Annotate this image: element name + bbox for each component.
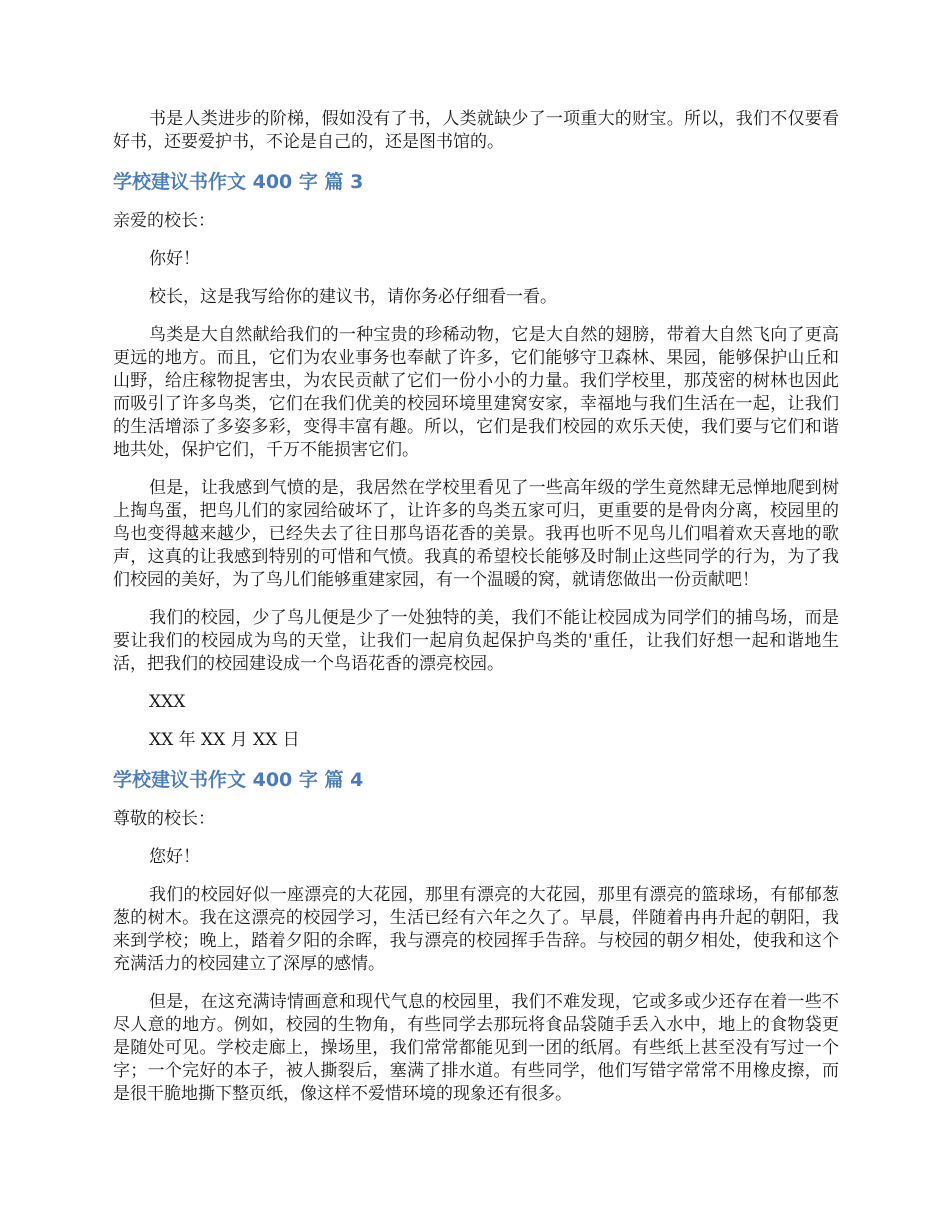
date-line: XX 年 XX 月 XX 日 — [149, 730, 300, 750]
body-paragraph: 校长，这是我写给你的建议书，请你务必仔细看一看。 — [149, 287, 557, 307]
salutation: 亲爱的校长： — [113, 211, 215, 231]
body-paragraph: 但是，在这充满诗情画意和现代气息的校园里，我们不难发现，它或多或少还存在着一些不尽人意的地方。例如，校园的生物角，有些同学去那玩将食品袋随手丢入水中，地上的食物袋更是随处可见。学校走廊上，操场里，我们常常都能见到一团的纸屑。有些纸上甚至没有写过一个字；一个完好的本子，被人撕裂后，塞满了排水道。有些同学，他们写错字常常不用橡皮擦，而是很干脆地撕下整页纸，像这样不爱惜环境的现象还有很多。 — [113, 992, 839, 1104]
signature: XXX — [149, 692, 186, 712]
body-paragraph: 我们的校园好似一座漂亮的大花园，那里有漂亮的大花园，那里有漂亮的篮球场，有郁郁葱葱的树木。我在这漂亮的校园学习，生活已经有六年之久了。早晨，伴随着冉冉升起的朝阳，我来到学校；晚上，踏着夕阳的余晖，我与漂亮的校园挥手告辞。与校园的朝夕相处，使我和这个充满活力的校园建立了深厚的感情。 — [113, 885, 839, 974]
body-paragraph: 我们的校园，少了鸟儿便是少了一处独特的美，我们不能让校园成为同学们的捕鸟场，而是要让我们的校园成为鸟的天堂，让我们一起肩负起保护鸟类的'重任，让我们好想一起和谐地生活，把我们的校园建设成一个鸟语花香的漂亮校园。 — [113, 608, 839, 674]
body-paragraph: 鸟类是大自然献给我们的一种宝贵的珍稀动物，它是大自然的翅膀，带着大自然飞向了更高更远的地方。而且，它们为农业事务也奉献了许多，它们能够守卫森林、果园，能够保护山丘和山野，给庄稼物捉害虫，为农民贡献了它们一份小小的力量。我们学校里，那茂密的树林也因此而吸引了许多鸟类，它们在我们优美的校园环境里建窝安家，幸福地与我们生活在一起，让我们的生活增添了多姿多彩，变得丰富有趣。所以，它们是我们校园的欢乐天使，我们要与它们和谐地共处，保护它们，千万不能损害它们。 — [113, 325, 839, 460]
salutation: 尊敬的校长： — [113, 809, 215, 829]
greeting: 你好！ — [149, 249, 200, 269]
section-heading-3: 学校建议书作文 400 字 篇 3 — [113, 171, 364, 193]
section-heading-4: 学校建议书作文 400 字 篇 4 — [113, 769, 364, 791]
intro-paragraph: 书是人类进步的阶梯，假如没有了书，人类就缺少了一项重大的财宝。所以，我们不仅要看好书，还要爱护书，不论是自己的，还是图书馆的。 — [113, 109, 839, 152]
body-paragraph: 但是，让我感到气愤的是，我居然在学校里看见了一些高年级的学生竟然肆无忌惮地爬到树上掏鸟蛋，把鸟儿们的家园给破坏了，让许多的鸟类五家可归，更重要的是骨肉分离，校园里的鸟也变得越来越少，已经失去了往日那鸟语花香的美景。我再也听不见鸟儿们唱着欢天喜地的歌声，这真的让我感到特别的可惜和气愤。我真的希望校长能够及时制止这些同学的行为，为了我们校园的美好，为了鸟儿们能够重建家园，有一个温暖的窝，就请您做出一份贡献吧！ — [113, 478, 839, 590]
document-page — [113, 108, 839, 1121]
greeting: 您好！ — [149, 847, 200, 867]
